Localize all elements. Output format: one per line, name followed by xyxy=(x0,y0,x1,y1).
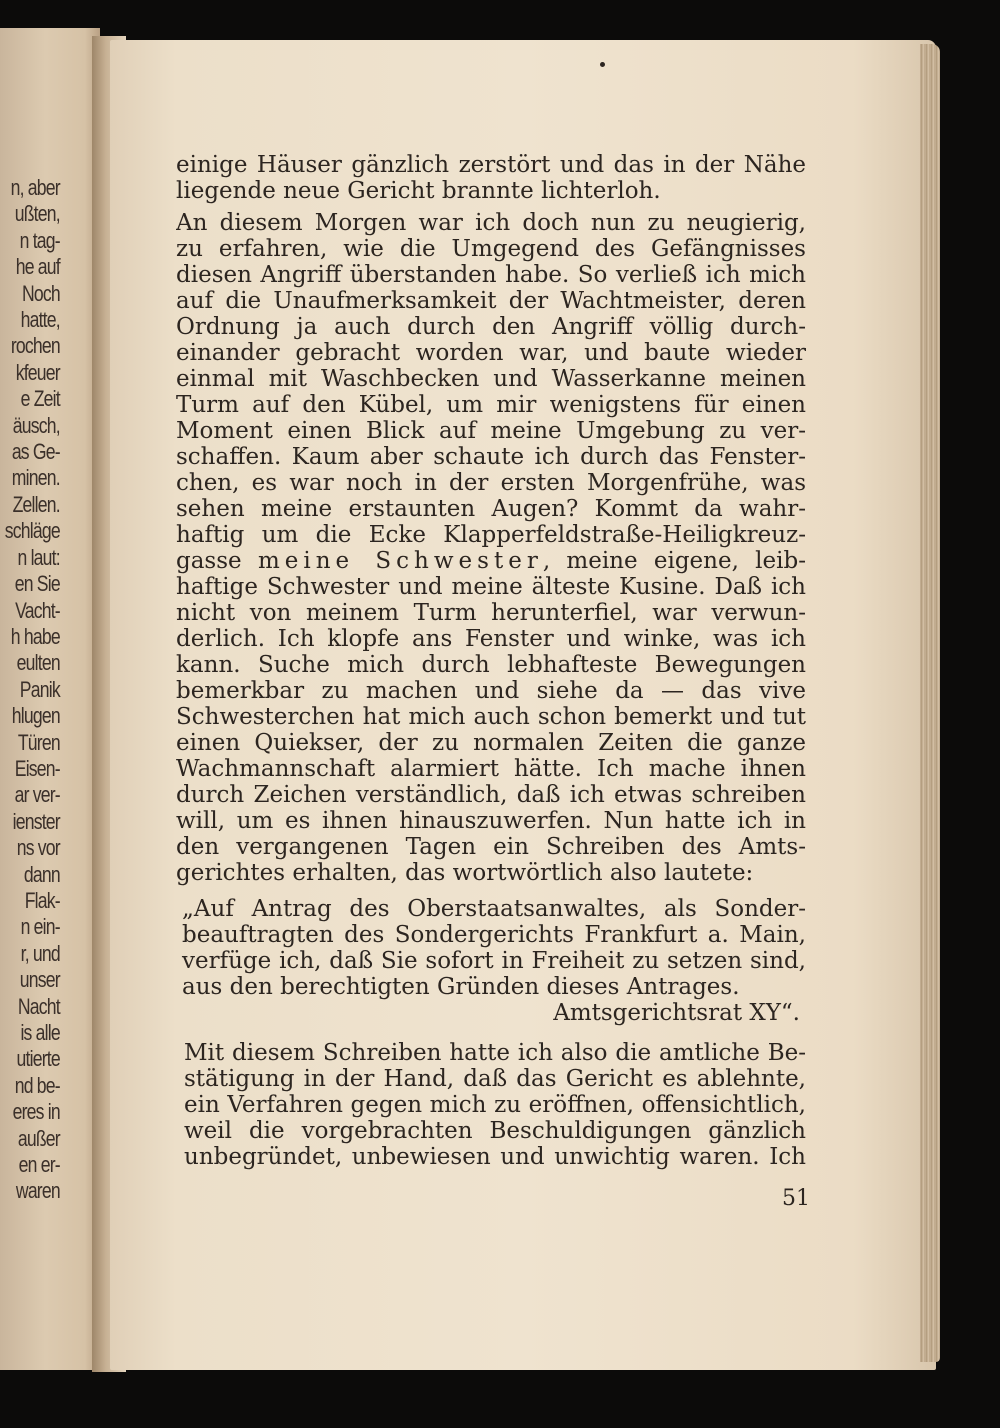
left-line: n laut: xyxy=(17,544,60,570)
left-line: eulten xyxy=(16,650,60,676)
text-line: haftig um die Ecke Klapperfeldstraße-Heiligkreuz- xyxy=(176,522,806,548)
text-line: haftige Schwester und meine älteste Kusine. Daß ich xyxy=(176,574,806,600)
text-line: weil die vorgebrachten Beschuldigungen gänzlich xyxy=(184,1118,806,1144)
left-line: Türen xyxy=(18,729,60,755)
quote-signature: Amtsgerichtsrat XY“. xyxy=(553,1000,800,1026)
left-line: dann xyxy=(24,861,60,887)
left-line: nd be- xyxy=(14,1072,60,1098)
left-line: r, und xyxy=(20,940,60,966)
left-line: ar ver- xyxy=(14,782,60,808)
text-line: kann. Suche mich durch lebhafteste Bewegungen xyxy=(176,652,806,678)
left-line: außer xyxy=(18,1125,60,1151)
left-line: en Sie xyxy=(14,571,60,597)
left-page-text xyxy=(0,175,60,1205)
text-line: liegende neue Gericht brannte lichterloh. xyxy=(176,178,661,204)
left-line: en er- xyxy=(18,1152,60,1178)
text-line: Mit diesem Schreiben hatte ich also die amtliche Be- xyxy=(184,1040,806,1066)
text-line: durch Zeichen verständlich, daß ich etwas schreiben xyxy=(176,782,806,808)
left-facing-page xyxy=(0,28,100,1370)
left-line: Zellen. xyxy=(12,491,61,517)
left-line: eres in xyxy=(12,1099,61,1125)
text-line: derlich. Ich klopfe ans Fenster und winke, was ich xyxy=(176,626,806,652)
left-line: as Ge- xyxy=(11,439,60,465)
left-line: ußten, xyxy=(14,201,60,227)
left-line: e Zeit xyxy=(20,386,60,412)
left-line: n, aber xyxy=(10,175,60,200)
left-line: utierte xyxy=(16,1046,60,1072)
left-line: ienster xyxy=(12,808,61,834)
text-line: Schwesterchen hat mich auch schon bemerkt und tut xyxy=(176,704,806,730)
text-line: will, um es ihnen hinauszuwerfen. Nun hatte ich in xyxy=(176,808,806,834)
left-line: minen. xyxy=(11,465,60,491)
text-line: ein Verfahren gegen mich zu eröffnen, offensichtlich, xyxy=(184,1092,806,1118)
ink-dot xyxy=(600,62,605,67)
text-line: diesen Angriff überstanden habe. So verließ ich mich xyxy=(176,262,806,288)
text-line: schaffen. Kaum aber schaute ich durch das Fenster- xyxy=(176,444,806,470)
left-line: hatte, xyxy=(20,307,60,333)
left-line: he auf xyxy=(15,254,60,280)
text-line: nicht von meinem Turm herunterfiel, war verwun- xyxy=(176,600,806,626)
text-line-emphasis xyxy=(176,548,806,574)
page-edge xyxy=(920,44,940,1362)
text-line: Ordnung ja auch durch den Angriff völlig durch- xyxy=(176,314,806,340)
text-line: sehen meine erstaunten Augen? Kommt da wahr- xyxy=(176,496,806,522)
left-line: Eisen- xyxy=(14,755,60,781)
quote-line: „Auf Antrag des Oberstaatsanwaltes, als Sonder- xyxy=(182,896,806,922)
quote-line: verfüge ich, daß Sie sofort in Freiheit zu setzen sind, xyxy=(182,948,806,974)
quote-line: aus den berechtigten Gründen dieses Antrages. xyxy=(182,974,740,1000)
text-line: einmal mit Waschbecken und Wasserkanne meinen xyxy=(176,366,806,392)
text-line: einander gebracht worden war, und baute wieder xyxy=(176,340,806,366)
left-line: waren xyxy=(16,1178,60,1204)
left-line: n ein- xyxy=(20,914,60,940)
left-line: äusch, xyxy=(12,412,60,438)
page-number: 51 xyxy=(782,1186,810,1211)
text-line: einige Häuser gänzlich zerstört und das in der Nähe xyxy=(176,152,806,178)
text-line: auf die Unaufmerksamkeit der Wachtmeister, deren xyxy=(176,288,806,314)
text-line: zu erfahren, wie die Umgegend des Gefängnisses xyxy=(176,236,806,262)
text-line: chen, es war noch in der ersten Morgenfrühe, was xyxy=(176,470,806,496)
spaced-emphasis: meine Schwester xyxy=(257,548,543,574)
text-line: einen Quiekser, der zu normalen Zeiten die ganze xyxy=(176,730,806,756)
text-line: Turm auf den Kübel, um mir wenigstens für einen xyxy=(176,392,806,418)
left-line: is alle xyxy=(20,1020,60,1045)
page-text xyxy=(176,152,806,1170)
text-line: gerichtes erhalten, das wortwörtlich also lautete: xyxy=(176,860,754,886)
text-line: bemerkbar zu machen und siehe da — das vive xyxy=(176,678,806,704)
left-line: n tag- xyxy=(19,227,60,253)
quote-line: beauftragten des Sondergerichts Frankfurt a. Main, xyxy=(182,922,806,948)
text-line: den vergangenen Tagen ein Schreiben des Amts- xyxy=(176,834,806,860)
left-line: unser xyxy=(19,967,60,993)
text-line: Wachmannschaft alarmiert hätte. Ich mache ihnen xyxy=(176,756,806,782)
text-fragment: , meine eigene, leib- xyxy=(542,548,806,574)
left-line: Flak- xyxy=(24,887,60,913)
left-line: h habe xyxy=(10,623,60,649)
left-line: Panik xyxy=(19,676,60,702)
left-line: ns vor xyxy=(16,835,60,861)
left-line: hlugen xyxy=(11,703,60,729)
left-line: Noch xyxy=(22,280,60,306)
left-line: rochen xyxy=(10,333,60,359)
left-line: Vacht- xyxy=(15,597,60,623)
text-fragment: gasse xyxy=(176,548,242,574)
left-line: schläge xyxy=(4,518,60,544)
left-line: Nacht xyxy=(18,993,60,1019)
text-line: stätigung in der Hand, daß das Gericht es ablehnte, xyxy=(184,1066,806,1092)
left-line: kfeuer xyxy=(15,359,60,385)
text-line: unbegründet, unbewiesen und unwichtig waren. Ich xyxy=(184,1144,806,1170)
text-line: An diesem Morgen war ich doch nun zu neugierig, xyxy=(176,210,806,236)
text-line: Moment einen Blick auf meine Umgebung zu ver- xyxy=(176,418,806,444)
